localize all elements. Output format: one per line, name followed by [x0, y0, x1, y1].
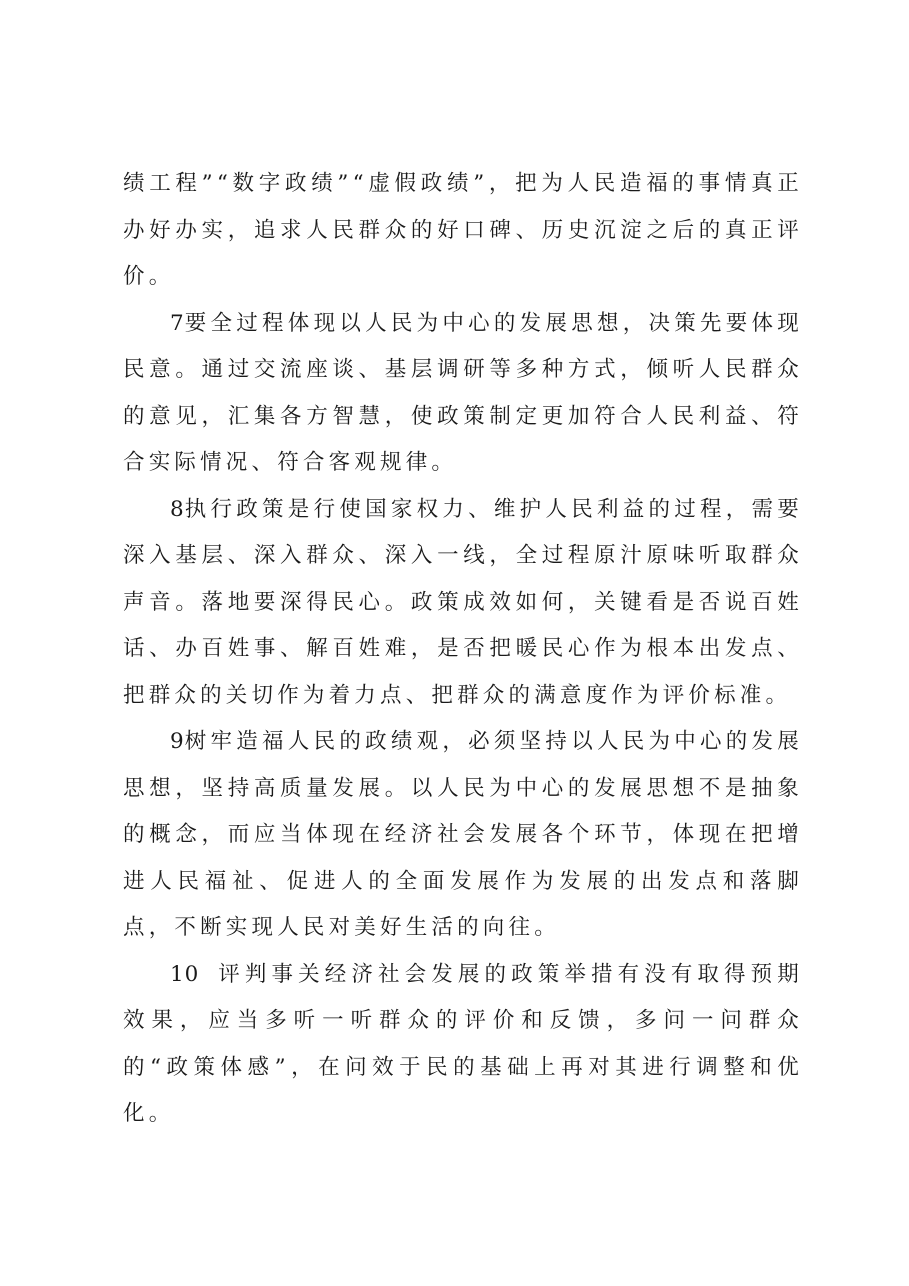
paragraph-text: 评判事关经济社会发展的政策举措有没有取得预期效果，应当多听一听群众的评价和反馈，多问一问群众的“政策体感”，在问效于民的基础上再对其进行调整和优化。 — [123, 961, 803, 1126]
paragraph-number: 8 — [170, 496, 185, 522]
document-body — [123, 161, 803, 1138]
paragraph-text: 要全过程体现以人民为中心的发展思想，决策先要体现民意。通过交流座谈、基层调研等多种方式，倾听人民群众的意见，汇集各方智慧，使政策制定更加符合人民利益、符合实际情况、符合客观规律。 — [123, 310, 803, 475]
paragraph-7 — [123, 301, 803, 487]
paragraph-text: 绩工程”“数字政绩”“虚假政绩”，把为人民造福的事情真正办好办实，追求人民群众的好口碑、历史沉淀之后的真正评价。 — [123, 171, 803, 289]
paragraph-9 — [123, 719, 803, 952]
paragraph-text: 执行政策是行使国家权力、维护人民利益的过程，需要深入基层、深入群众、深入一线，全过程原汁原味听取群众声音。落地要深得民心。政策成效如何，关键看是否说百姓话、办百姓事、解百姓难，是否把暖民心作为根本出发点、把群众的关切作为着力点、把群众的满意度作为评价标准。 — [123, 496, 803, 708]
paragraph-number: 7 — [170, 310, 185, 336]
paragraph-10 — [123, 952, 803, 1138]
paragraph-number: 9 — [170, 729, 185, 754]
paragraph-text: 树牢造福人民的政绩观，必须坚持以人民为中心的发展思想，坚持高质量发展。以人民为中心的发展思想不是抽象的概念，而应当体现在经济社会发展各个环节，体现在把增进人民福祉、促进人的全面发展作为发展的出发点和落脚点，不断实现人民对美好生活的向往。 — [123, 729, 803, 940]
paragraph-number: 10 — [170, 961, 200, 987]
paragraph-8 — [123, 487, 803, 720]
paragraph-continuation — [123, 161, 803, 301]
